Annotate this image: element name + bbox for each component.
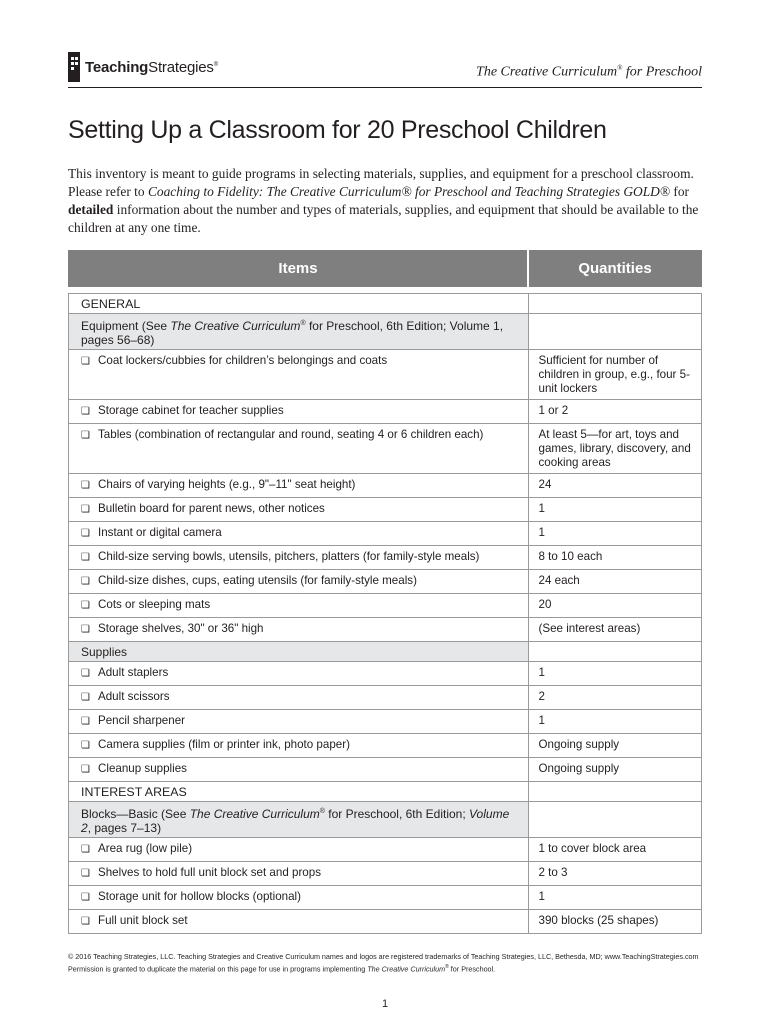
item-cell: ❏ Storage shelves, 30" or 36" high bbox=[69, 618, 529, 642]
table-row bbox=[69, 662, 702, 686]
header-divider bbox=[68, 87, 702, 88]
quantity-cell: 1 bbox=[528, 710, 702, 734]
checkbox-icon: ❏ bbox=[81, 868, 90, 879]
quantity-cell: 20 bbox=[528, 594, 702, 618]
item-cell: ❏ Area rug (low pile) bbox=[69, 838, 529, 862]
item-cell: ❏ Child-size dishes, cups, eating utensils (for family-style meals) bbox=[69, 570, 529, 594]
page-title: Setting Up a Classroom for 20 Preschool Children bbox=[68, 116, 607, 144]
item-cell: ❏ Child-size serving bowls, utensils, pitchers, platters (for family-style meals) bbox=[69, 546, 529, 570]
section-general: GENERAL bbox=[69, 294, 529, 314]
table-row bbox=[69, 546, 702, 570]
section-interest-areas: INTEREST AREAS bbox=[69, 782, 529, 802]
checkbox-icon: ❏ bbox=[81, 844, 90, 855]
table-row bbox=[69, 838, 702, 862]
table-row bbox=[69, 734, 702, 758]
table-row bbox=[69, 862, 702, 886]
checkbox-icon: ❏ bbox=[81, 692, 90, 703]
checkbox-icon: ❏ bbox=[81, 916, 90, 927]
table-row bbox=[69, 910, 702, 934]
item-cell: ❏ Adult staplers bbox=[69, 662, 529, 686]
subsection-supplies: Supplies bbox=[69, 642, 529, 662]
quantity-cell: 1 bbox=[528, 498, 702, 522]
quantity-cell: Sufficient for number of children in group, e.g., four 5-unit lockers bbox=[528, 350, 702, 400]
quantity-cell: 390 blocks (25 shapes) bbox=[528, 910, 702, 934]
checkbox-icon: ❏ bbox=[81, 552, 90, 563]
checkbox-icon: ❏ bbox=[81, 504, 90, 515]
table-row bbox=[69, 710, 702, 734]
checkbox-icon: ❏ bbox=[81, 528, 90, 539]
item-cell: ❏ Storage cabinet for teacher supplies bbox=[69, 400, 529, 424]
item-cell: ❏ Adult scissors bbox=[69, 686, 529, 710]
checkbox-icon: ❏ bbox=[81, 716, 90, 727]
quantity-cell: 1 to cover block area bbox=[528, 838, 702, 862]
items-column-header: Items bbox=[69, 251, 529, 287]
table-row bbox=[69, 498, 702, 522]
quantity-cell: 2 to 3 bbox=[528, 862, 702, 886]
table-row bbox=[69, 758, 702, 782]
item-cell: ❏ Tables (combination of rectangular and round, seating 4 or 6 children each) bbox=[69, 424, 529, 474]
table-row bbox=[69, 474, 702, 498]
quantity-cell: Ongoing supply bbox=[528, 758, 702, 782]
checkbox-icon: ❏ bbox=[81, 892, 90, 903]
quantity-cell: At least 5—for art, toys and games, library, discovery, and cooking areas bbox=[528, 424, 702, 474]
checkbox-icon: ❏ bbox=[81, 576, 90, 587]
quantity-cell: 1 bbox=[528, 662, 702, 686]
quantity-cell: 2 bbox=[528, 686, 702, 710]
table-row bbox=[69, 594, 702, 618]
item-cell: ❏ Pencil sharpener bbox=[69, 710, 529, 734]
checkbox-icon: ❏ bbox=[81, 406, 90, 417]
copyright-footer: © 2016 Teaching Strategies, LLC. Teaching Strategies and Creative Curriculum names and logos are registered trademarks of Teaching Strategies, LLC, Bethesda, MD; www.TeachingStrategies.com Permission is granted to duplicate the material on this page for use in programs implementing The Creative Curriculum® for Preschool. bbox=[68, 952, 699, 974]
quantity-cell: 24 bbox=[528, 474, 702, 498]
book-logo-icon bbox=[68, 52, 80, 82]
quantity-cell: Ongoing supply bbox=[528, 734, 702, 758]
intro-paragraph: This inventory is meant to guide programs in selecting materials, supplies, and equipment for a preschool classroom. Please refer to Coaching to Fidelity: The Creative Curriculum® for Preschool and Teaching Strategies GOLD® for detailed information about the number and types of materials, supplies, and equipment that should be available to the children at any one time. bbox=[68, 166, 699, 235]
checkbox-icon: ❏ bbox=[81, 764, 90, 775]
subsection-equipment: Equipment (See The Creative Curriculum® for Preschool, 6th Edition; Volume 1, pages 56–68) bbox=[69, 314, 529, 350]
checkbox-icon: ❏ bbox=[81, 668, 90, 679]
checkbox-icon: ❏ bbox=[81, 356, 90, 367]
item-cell: ❏ Cots or sleeping mats bbox=[69, 594, 529, 618]
item-cell: ❏ Chairs of varying heights (e.g., 9"–11" seat height) bbox=[69, 474, 529, 498]
checkbox-icon: ❏ bbox=[81, 740, 90, 751]
page-number: 1 bbox=[381, 998, 389, 1010]
table-row bbox=[69, 424, 702, 474]
curriculum-title: The Creative Curriculum® for Preschool bbox=[476, 64, 702, 80]
table-row bbox=[69, 686, 702, 710]
item-cell: ❏ Camera supplies (film or printer ink, photo paper) bbox=[69, 734, 529, 758]
item-cell: ❏ Storage unit for hollow blocks (optional) bbox=[69, 886, 529, 910]
quantities-column-header: Quantities bbox=[528, 251, 702, 287]
table-row bbox=[69, 570, 702, 594]
item-cell: ❏ Shelves to hold full unit block set and props bbox=[69, 862, 529, 886]
item-cell: ❏ Full unit block set bbox=[69, 910, 529, 934]
item-cell: ❏ Instant or digital camera bbox=[69, 522, 529, 546]
quantity-cell: 1 bbox=[528, 522, 702, 546]
checkbox-icon: ❏ bbox=[81, 600, 90, 611]
item-cell: ❏ Bulletin board for parent news, other notices bbox=[69, 498, 529, 522]
quantity-cell: 1 bbox=[528, 886, 702, 910]
table-row bbox=[69, 350, 702, 400]
table-row bbox=[69, 522, 702, 546]
page-header bbox=[68, 50, 702, 86]
table-row bbox=[69, 886, 702, 910]
checkbox-icon: ❏ bbox=[81, 624, 90, 635]
teaching-strategies-logo: TeachingStrategies® bbox=[68, 52, 218, 82]
subsection-blocks: Blocks—Basic (See The Creative Curriculum® for Preschool, 6th Edition; Volume 2, pages 7–13) bbox=[69, 802, 529, 838]
quantity-cell: 1 or 2 bbox=[528, 400, 702, 424]
checkbox-icon: ❏ bbox=[81, 480, 90, 491]
quantity-cell: 8 to 10 each bbox=[528, 546, 702, 570]
inventory-table bbox=[68, 250, 702, 934]
checkbox-icon: ❏ bbox=[81, 430, 90, 441]
table-row bbox=[69, 618, 702, 642]
quantity-cell: (See interest areas) bbox=[528, 618, 702, 642]
item-cell: ❏ Coat lockers/cubbies for children’s belongings and coats bbox=[69, 350, 529, 400]
item-cell: ❏ Cleanup supplies bbox=[69, 758, 529, 782]
quantity-cell: 24 each bbox=[528, 570, 702, 594]
table-row bbox=[69, 400, 702, 424]
